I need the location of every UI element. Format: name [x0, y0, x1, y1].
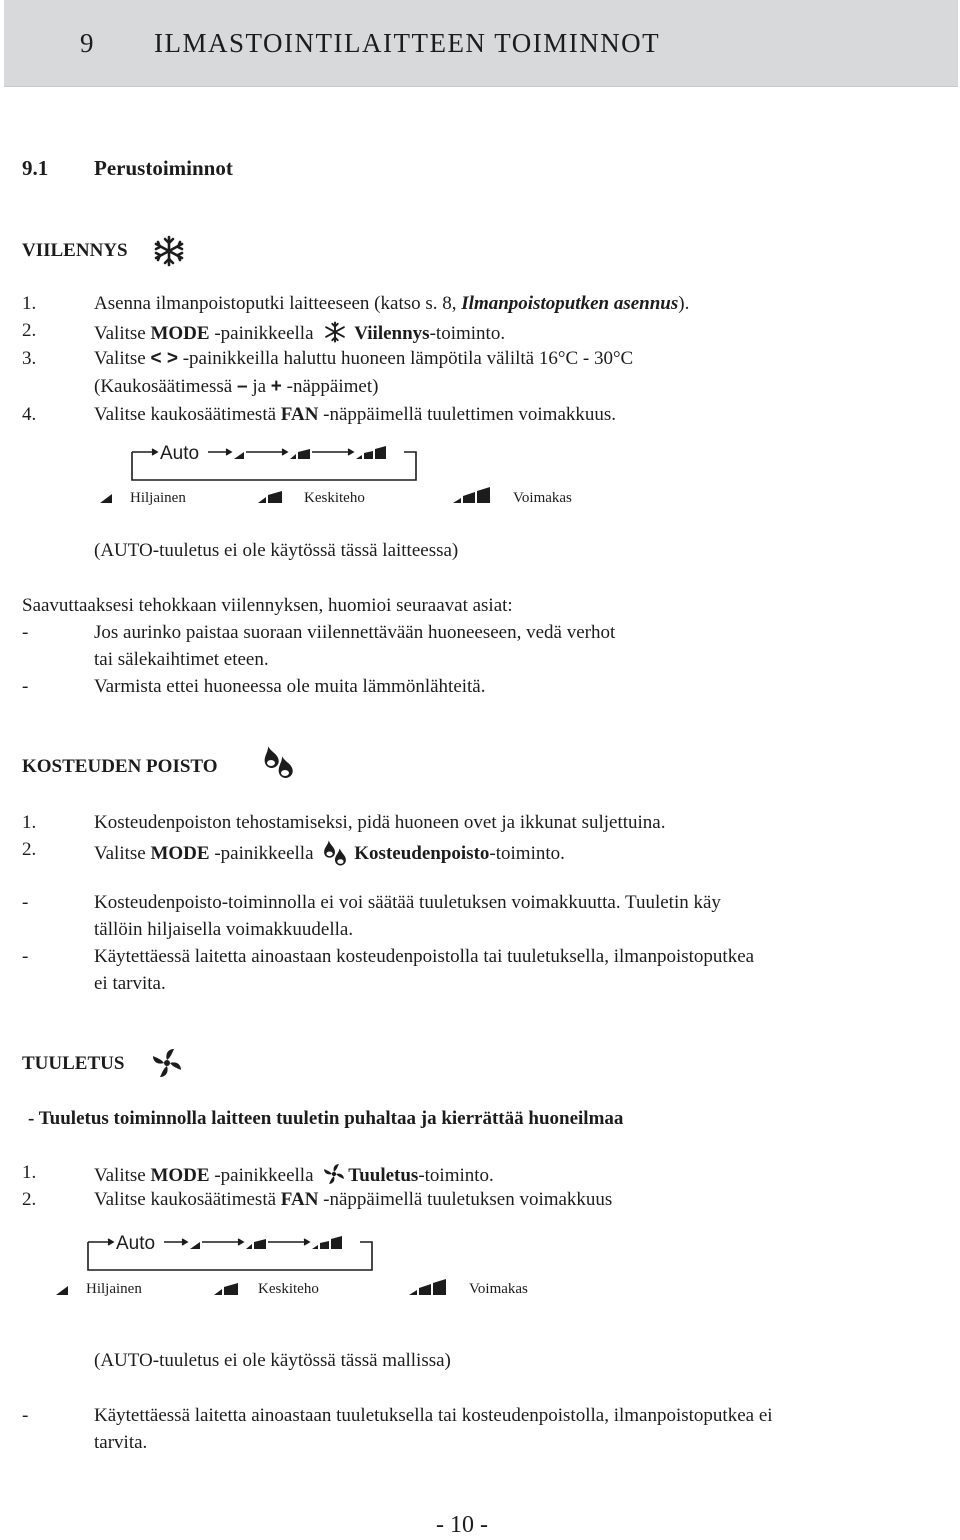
speed-high-icon [409, 1279, 447, 1295]
cooling-heading: VIILENNYS [22, 240, 128, 261]
fan-step-2-num: 2. [22, 1189, 37, 1210]
speed-mid-label: Keskiteho [304, 490, 365, 506]
section-title: Perustoiminnot [94, 156, 233, 180]
auto-label: Auto [116, 1233, 156, 1254]
water-drops-icon [322, 839, 348, 867]
speed-high-label: Voimakas [469, 1281, 528, 1297]
fan-step-1: Valitse MODE -painikkeella Tuuletus-toiminto. [94, 1162, 494, 1187]
dehumid-step-2: Valitse MODE -painikkeella Kosteudenpoisto-toiminto. [94, 839, 565, 867]
cooling-tip-1-dash: - [22, 622, 29, 643]
snowflake-icon [322, 320, 348, 344]
speed-mid-icon [258, 489, 284, 503]
fan-speed-cycle-diagram [128, 440, 420, 484]
cooling-step-2-num: 2. [22, 320, 37, 341]
section-number: 9.1 [22, 156, 49, 180]
fan-tip-line-2: tarvita. [94, 1432, 148, 1453]
water-drops-icon [262, 744, 294, 780]
cooling-tip-2-dash: - [22, 676, 29, 697]
cooling-step-4: Valitse kaukosäätimestä FAN -näppäimellä tuulettimen voimakkuus. [94, 404, 617, 425]
dehumid-step-2-num: 2. [22, 839, 37, 860]
dehumid-heading: KOSTEUDEN POISTO [22, 756, 218, 777]
cooling-step-3-num: 3. [22, 348, 37, 369]
fan-step-1-num: 1. [22, 1162, 37, 1183]
cooling-step-2: Valitse MODE -painikkeella Viilennys-toiminto. [94, 320, 505, 345]
fan-speed-cycle-diagram [84, 1230, 376, 1274]
dehumid-note-1-line-1: Kosteudenpoisto-toiminnolla ei voi säätää tuuletuksen voimakkuutta. Tuuletin käy [94, 892, 721, 913]
speed-mid-label: Keskiteho [258, 1281, 319, 1297]
fan-icon [150, 1046, 184, 1080]
dehumid-note-2-line-2: ei tarvita. [94, 973, 166, 994]
fan-auto-note: (AUTO-tuuletus ei ole käytössä tässä mallissa) [94, 1350, 451, 1371]
chapter-number: 9 [80, 28, 95, 58]
fan-lead: - Tuuletus toiminnolla laitteen tuuletin puhaltaa ja kierrättää huoneilmaa [28, 1108, 624, 1129]
speed-high-icon [453, 487, 491, 503]
cooling-step-3: Valitse < > -painikkeilla haluttu huoneen lämpötila väliltä 16°C - 30°C [94, 348, 634, 369]
chapter-title: ILMASTOINTILAITTEEN TOIMINNOT [154, 28, 661, 58]
auto-label: Auto [160, 443, 200, 464]
dehumid-note-1-line-2: tällöin hiljaisella voimakkuudella. [94, 919, 354, 940]
cooling-step-4-num: 4. [22, 404, 37, 425]
cooling-tips-intro: Saavuttaaksesi tehokkaan viilennyksen, huomioi seuraavat asiat: [22, 595, 513, 616]
speed-high-label: Voimakas [513, 490, 572, 506]
cooling-tip-1-line-1: Jos aurinko paistaa suoraan viilennettävään huoneeseen, vedä verhot [94, 622, 616, 643]
cooling-step-1: Asenna ilmanpoistoputki laitteeseen (katso s. 8, Ilmanpoistoputken asennus). [94, 293, 690, 314]
cooling-tip-1-line-2: tai sälekaihtimet eteen. [94, 649, 269, 670]
fan-step-2: Valitse kaukosäätimestä FAN -näppäimellä tuuletuksen voimakkuus [94, 1189, 613, 1210]
dehumid-note-2-line-1: Käytettäessä laitetta ainoastaan kosteudenpoistolla tai tuuletuksella, ilmanpoistoputkea [94, 946, 755, 967]
cooling-step-3-remote: (Kaukosäätimessä – ja + -näppäimet) [94, 376, 379, 397]
fan-tip-line-1: Käytettäessä laitetta ainoastaan tuuletuksella tai kosteudenpoistolla, ilmanpoistoputkea ei [94, 1405, 773, 1426]
cooling-step-1-num: 1. [22, 293, 37, 314]
chapter-banner [4, 0, 958, 87]
cooling-tip-2-line-1: Varmista ettei huoneessa ole muita lämmönlähteitä. [94, 676, 486, 697]
dehumid-note-1-dash: - [22, 892, 29, 913]
page-number: - 10 - [436, 1512, 488, 1538]
speed-low-icon [56, 1283, 70, 1295]
speed-low-label: Hiljainen [86, 1281, 142, 1297]
speed-low-label: Hiljainen [130, 490, 186, 506]
speed-mid-icon [214, 1281, 240, 1295]
cooling-auto-note: (AUTO-tuuletus ei ole käytössä tässä laitteessa) [94, 540, 459, 561]
fan-heading: TUULETUS [22, 1053, 125, 1074]
speed-low-icon [100, 491, 114, 503]
dehumid-step-1: Kosteudenpoiston tehostamiseksi, pidä huoneen ovet ja ikkunat suljettuina. [94, 812, 666, 833]
fan-icon [322, 1162, 346, 1186]
dehumid-step-1-num: 1. [22, 812, 37, 833]
snowflake-icon [150, 234, 188, 268]
dehumid-note-2-dash: - [22, 946, 29, 967]
fan-tip-dash: - [22, 1405, 29, 1426]
